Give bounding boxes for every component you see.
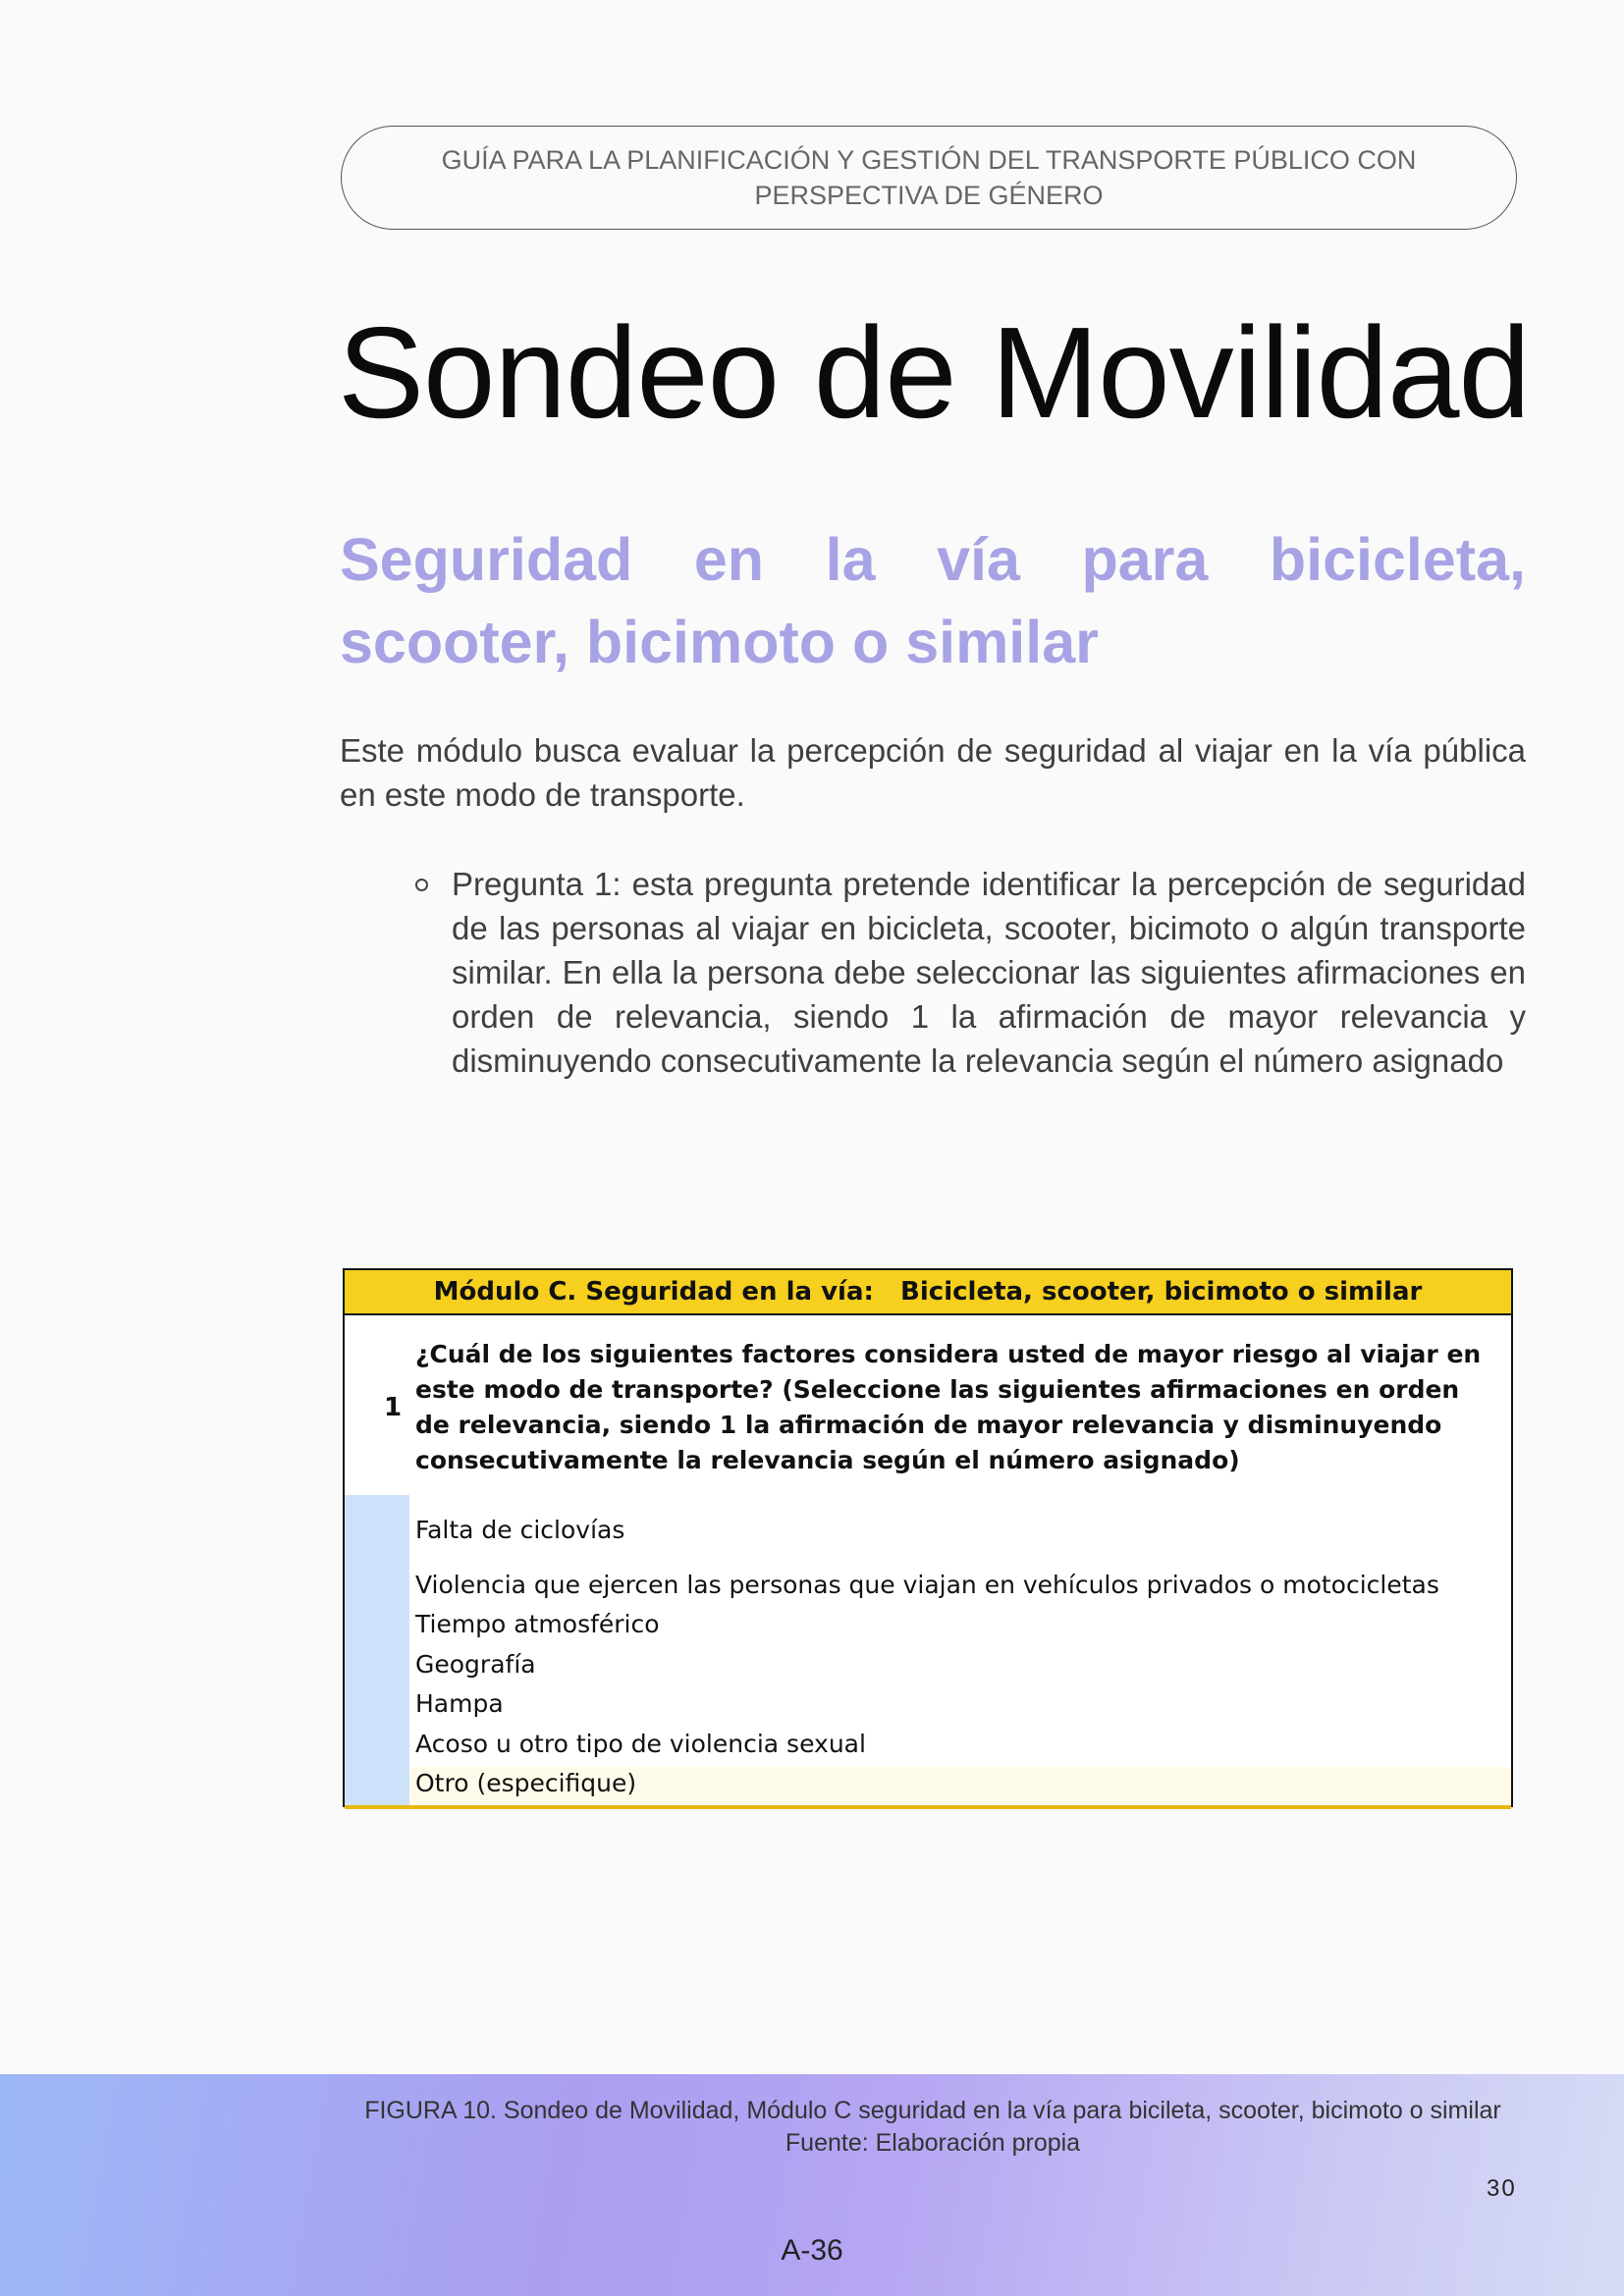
list-item [452, 862, 1526, 1083]
annex-page-number: A-36 [781, 2234, 843, 2267]
option-hampa: Hampa [415, 1689, 504, 1718]
option-otro: Otro (especifique) [415, 1769, 637, 1797]
survey-module-header: Módulo C. Seguridad en la vía: Bicicleta, scooter, bicimoto o similar [345, 1270, 1511, 1315]
option-violencia-vehiculos: Violencia que ejercen las personas que viajan en vehículos privados o motocicletas [415, 1571, 1439, 1599]
bullet-circle-icon [415, 879, 428, 891]
bullet-list [452, 862, 1526, 1083]
option-acoso: Acoso u otro tipo de violencia sexual [415, 1730, 866, 1758]
figure-caption [363, 2095, 1502, 2160]
option-tiempo-atmosferico: Tiempo atmosférico [415, 1610, 660, 1638]
option-falta-ciclovias: Falta de ciclovías [415, 1516, 625, 1544]
list-item-text: Pregunta 1: esta pregunta pretende identificar la percepción de seguridad de las personas al viajar en bicicleta, scooter, bicimoto o algún transporte similar. En ella la persona debe seleccionar las siguientes afirmaciones en orden de relevancia, siendo 1 la afirmación de mayor relevancia y disminuyendo consecutivamente la relevancia según el número asignado [452, 866, 1526, 1079]
page-number: 30 [1487, 2175, 1517, 2202]
answer-column [345, 1495, 409, 1805]
intro-paragraph: Este módulo busca evaluar la percepción de seguridad al viajar en la vía pública en este modo de transporte. [340, 732, 1526, 813]
question-text: ¿Cuál de los siguientes factores considera usted de mayor riesgo al viajar en este modo de transporte? (Seleccione las siguientes afirmaciones en orden de relevancia, siendo 1 la afirmación de mayor relevancia y disminuyendo consecutivamente la relevancia según el número asignado) [415, 1340, 1482, 1474]
survey-bottom-rule [345, 1805, 1511, 1809]
question-number: 1 [384, 1393, 403, 1422]
running-header [341, 126, 1517, 230]
running-header-text: GUÍA PARA LA PLANIFICACIÓN Y GESTIÓN DEL TRANSPORTE PÚBLICO CON PERSPECTIVA DE GÉNERO [441, 145, 1417, 210]
caption-title: FIGURA 10. Sondeo de Movilidad, Módulo C seguridad en la vía para bicileta, scooter, bicimoto o similar [364, 2097, 1501, 2124]
option-geografia: Geografía [415, 1650, 536, 1679]
page-title: Sondeo de Movilidad [338, 300, 1530, 445]
caption-source: Fuente: Elaboración propia [785, 2129, 1081, 2157]
survey-table-figure [343, 1268, 1513, 1807]
section-title: Seguridad en la vía para bicicleta, scooter, bicimoto o similar [340, 526, 1526, 675]
